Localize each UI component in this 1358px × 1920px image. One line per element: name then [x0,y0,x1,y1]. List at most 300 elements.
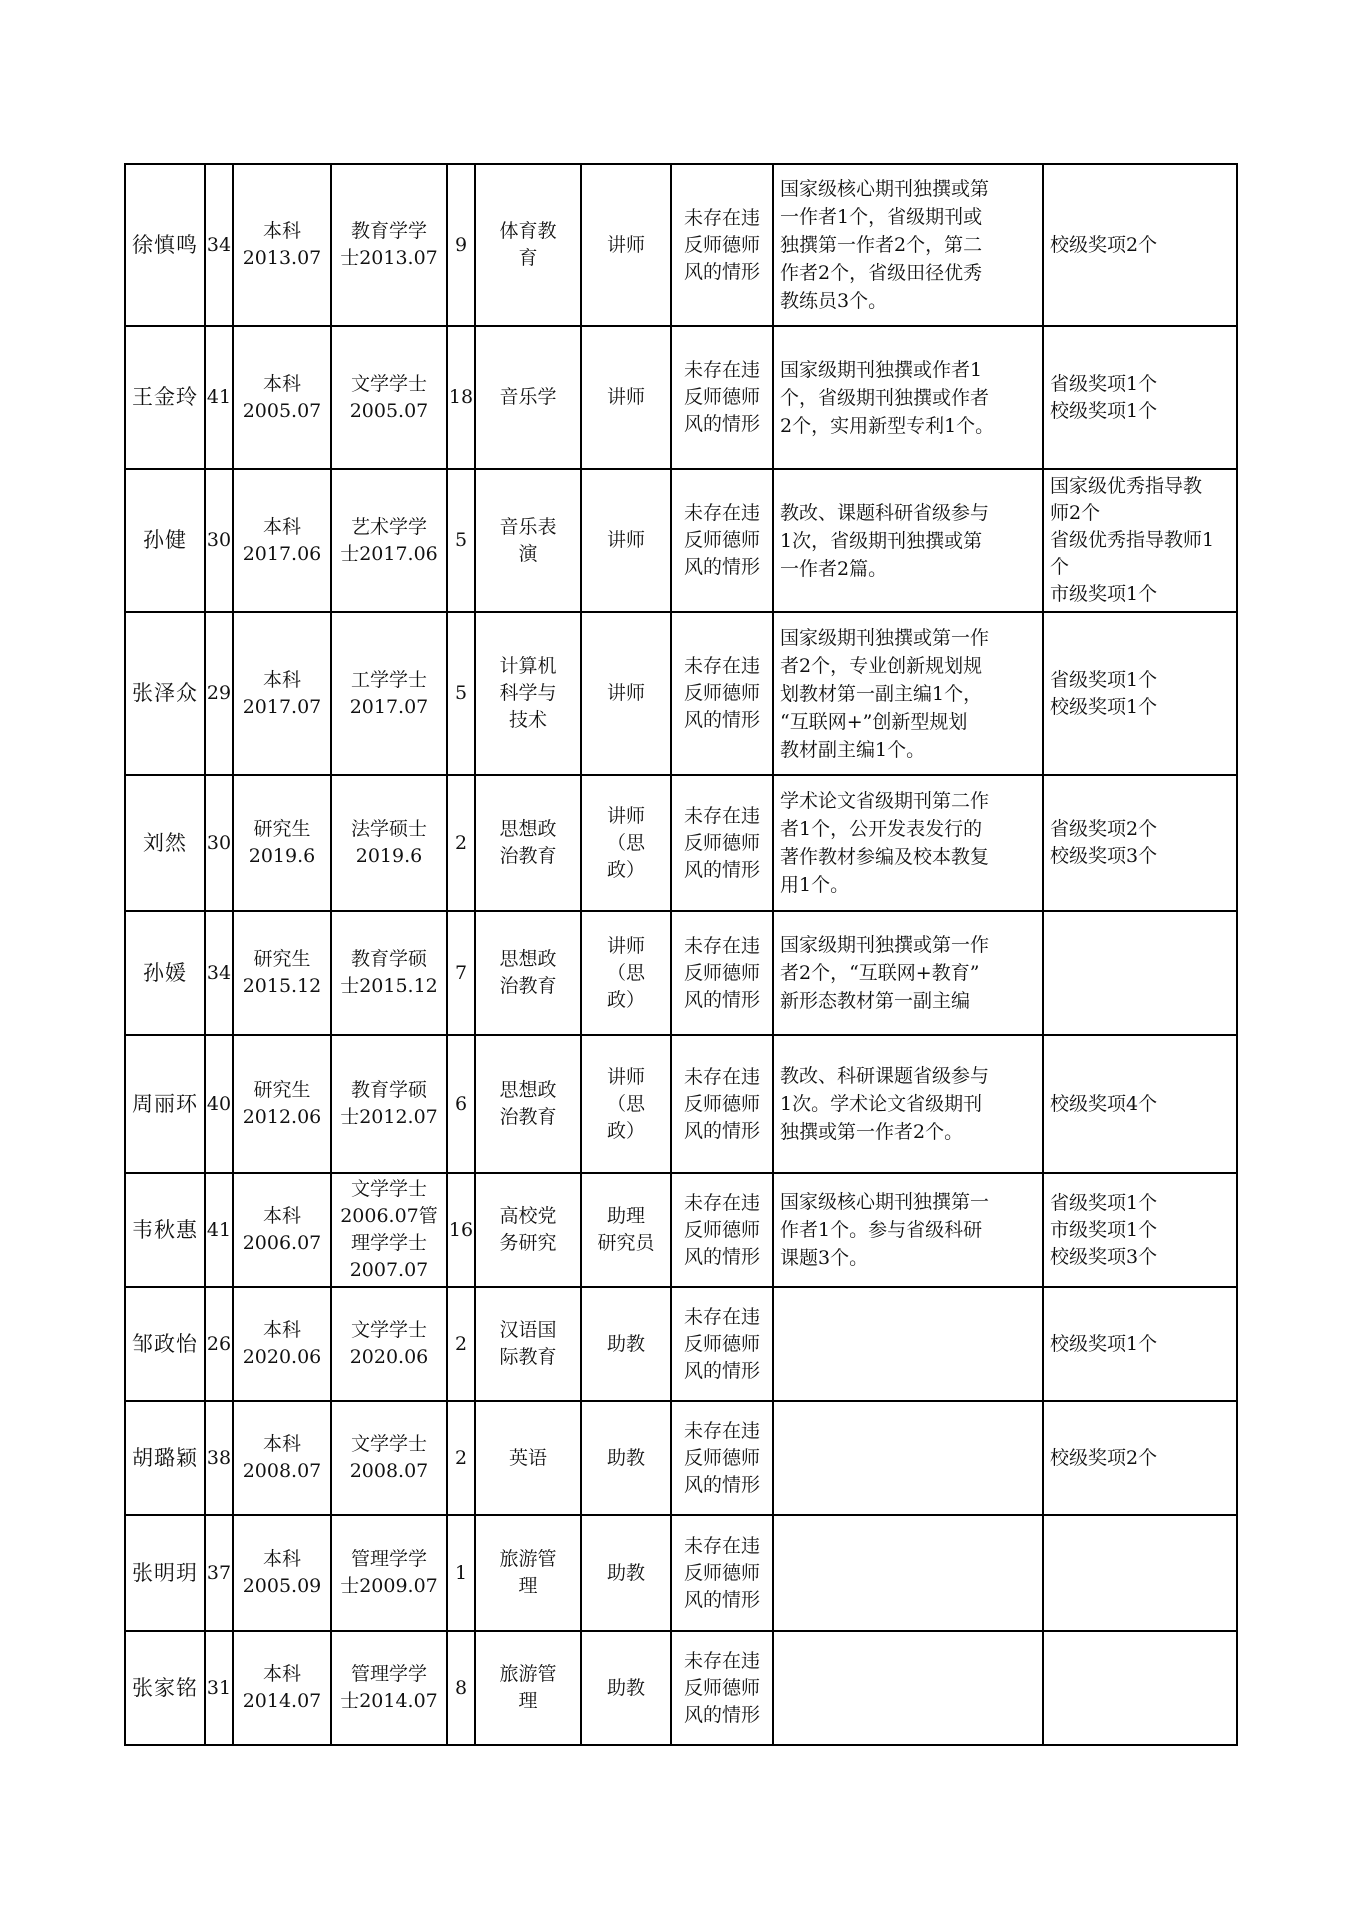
teacher-name: 徐慎鸣 [125,164,205,326]
teacher-name: 韦秋惠 [125,1173,205,1287]
ethics-status-cell-line: 风的情形 [683,556,760,578]
major-cell [475,1287,581,1401]
ethics-status-cell [671,326,773,469]
major-cell-line: 思想政 [499,1079,557,1101]
teaching-years-cell: 2 [447,1401,475,1515]
major-cell-line: 思想政 [499,818,557,840]
academic-degree-cell [331,775,447,911]
major-cell-line: 汉语国 [499,1319,557,1341]
professional-title-cell [581,1401,671,1515]
ethics-status-cell-line: 反师德师 [683,961,760,984]
academic-degree-cell-line: 士2013.07 [340,247,438,269]
research-achievements-cell-line: 1次。学术论文省级期刊 [780,1093,983,1115]
teaching-years-cell: 5 [447,469,475,612]
research-achievements-cell-line: 1次，省级期刊独撰或第 [780,529,983,552]
professional-title-cell [581,1173,671,1287]
degree-cell-line: 2013.07 [242,247,322,269]
research-achievements-cell-line: 教练员3个。 [780,290,888,312]
degree-cell-line: 2005.09 [242,1575,322,1597]
professional-title-cell-line: （思 [606,961,645,984]
degree-cell-line: 研究生 [253,948,311,970]
professional-title-cell-line: （思 [606,831,645,854]
professional-title-cell [581,326,671,469]
degree-cell-line: 本科 [262,515,301,538]
degree-cell-line: 研究生 [253,818,311,840]
research-achievements-cell [773,612,1043,775]
major-cell-line: 旅游管 [499,1548,557,1570]
research-achievements-cell-line: 国家级期刊独撰或第一作 [780,626,990,649]
ethics-status-cell-line: 风的情形 [683,1359,760,1382]
professional-title-cell-line: 讲师 [606,804,645,827]
teaching-years-cell: 18 [447,326,475,469]
awards-cell-line: 校级奖项1个 [1050,399,1158,422]
research-achievements-cell-line: 作者1个。参与省级科研 [780,1219,983,1241]
major-cell-line: 技术 [508,709,547,731]
academic-degree-cell [331,1173,447,1287]
ethics-status-cell [671,1631,773,1745]
teaching-years-cell: 2 [447,775,475,911]
professional-title-cell-line: 助教 [606,1676,645,1699]
degree-cell-line: 2017.07 [242,695,322,718]
major-cell [475,911,581,1035]
degree-cell [233,326,331,469]
research-achievements-cell-line: 用1个。 [780,874,850,896]
ethics-status-cell-line: 未存在违 [683,502,760,524]
research-achievements-cell [773,1515,1043,1631]
ethics-status-cell-line: 反师德师 [683,1446,760,1469]
table-row [125,1401,1237,1515]
ethics-status-cell-line: 反师德师 [683,1332,760,1355]
degree-cell [233,1173,331,1287]
degree-cell-line: 本科 [262,1205,301,1227]
major-cell [475,1515,581,1631]
ethics-status-cell [671,1401,773,1515]
awards-cell-line: 师2个 [1050,502,1101,524]
research-achievements-cell [773,164,1043,326]
ethics-status-cell-line: 风的情形 [683,260,760,283]
research-achievements-cell-line: 教材副主编1个。 [780,738,926,761]
major-cell-line: 理 [518,1575,538,1597]
research-achievements-cell-line: 教改、课题科研省级参与 [780,501,990,524]
research-achievements-cell-line: 作者2个，省级田径优秀 [780,262,983,284]
academic-degree-cell-line: 教育学硕 [350,1079,427,1101]
table-row [125,326,1237,469]
ethics-status-cell-line: 反师德师 [683,831,760,854]
table-row [125,1287,1237,1401]
academic-degree-cell [331,326,447,469]
professional-title-cell-line: 讲师 [606,386,645,408]
professional-title-cell-line: 研究员 [597,1232,655,1254]
academic-degree-cell-line: 士2017.06 [340,542,438,565]
research-achievements-cell-line: 著作教材参编及校本教复 [780,846,990,868]
degree-cell [233,164,331,326]
major-cell-line: 演 [518,542,538,565]
ethics-status-cell-line: 未存在违 [683,1191,760,1214]
major-cell-line: 思想政 [499,948,557,970]
awards-cell-line: 校级奖项3个 [1050,845,1158,867]
degree-cell-line: 本科 [262,1319,301,1341]
professional-title-cell-line: 政） [606,858,645,881]
major-cell-line: 计算机 [499,655,557,677]
ethics-status-cell-line: 反师德师 [683,1092,760,1115]
age-cell: 30 [205,775,233,911]
table-row [125,612,1237,775]
teacher-name: 张泽众 [125,612,205,775]
awards-cell [1043,164,1237,326]
ethics-status-cell [671,612,773,775]
awards-cell-line: 校级奖项2个 [1050,1446,1158,1469]
age-cell: 37 [205,1515,233,1631]
major-cell [475,1173,581,1287]
awards-cell-line: 省级奖项1个 [1050,668,1158,691]
awards-cell-line: 校级奖项3个 [1050,1245,1158,1268]
ethics-status-cell-line: 未存在违 [683,1305,760,1328]
table-body [125,164,1237,1745]
academic-degree-cell-line: 文学学士 [350,1319,427,1341]
major-cell-line: 旅游管 [499,1663,557,1685]
awards-cell [1043,469,1237,612]
professional-title-cell [581,911,671,1035]
academic-degree-cell [331,1287,447,1401]
major-cell-line: 音乐表 [499,515,557,538]
teaching-years-cell: 16 [447,1173,475,1287]
research-achievements-cell-line: 独撰第一作者2个，第二 [780,234,983,256]
academic-degree-cell-line: 法学硕士 [350,818,427,840]
age-cell: 26 [205,1287,233,1401]
degree-cell-line: 2015.12 [242,975,322,997]
awards-cell [1043,775,1237,911]
ethics-status-cell-line: 反师德师 [683,682,760,704]
ethics-status-cell-line: 风的情形 [683,1473,760,1496]
major-cell-line: 音乐学 [499,386,557,408]
ethics-status-cell [671,164,773,326]
age-cell: 34 [205,164,233,326]
age-cell: 38 [205,1401,233,1515]
research-achievements-cell-line: 学术论文省级期刊第二作 [780,790,990,812]
academic-degree-cell-line: 工学学士 [350,668,427,691]
ethics-status-cell-line: 未存在违 [683,206,760,229]
teaching-years-cell: 5 [447,612,475,775]
table-row [125,469,1237,612]
degree-cell-line: 2017.06 [242,542,322,565]
academic-degree-cell [331,469,447,612]
research-achievements-cell-line: 一作者1个，省级期刊或 [780,206,983,228]
age-cell: 30 [205,469,233,612]
degree-cell [233,1287,331,1401]
research-achievements-cell-line: 者2个，“互联网+教育” [780,962,980,984]
awards-cell-line: 省级奖项2个 [1050,818,1158,840]
awards-cell [1043,1173,1237,1287]
teacher-name: 王金玲 [125,326,205,469]
research-achievements-cell-line: 新形态教材第一副主编 [780,990,971,1012]
research-achievements-cell-line: “互联网+”创新型规划 [780,710,968,733]
teacher-name: 刘然 [125,775,205,911]
teaching-years-cell: 2 [447,1287,475,1401]
awards-cell-line: 校级奖项1个 [1050,1332,1158,1355]
professional-title-cell-line: 助理 [606,1205,645,1227]
academic-degree-cell-line: 艺术学学 [350,515,427,538]
academic-degree-cell-line: 教育学硕 [350,948,427,970]
awards-cell [1043,326,1237,469]
degree-cell-line: 2014.07 [242,1690,322,1712]
teaching-years-cell: 1 [447,1515,475,1631]
degree-cell [233,775,331,911]
ethics-status-cell-line: 未存在违 [683,934,760,957]
ethics-status-cell [671,775,773,911]
professional-title-cell-line: 政） [606,988,645,1011]
teacher-name: 孙健 [125,469,205,612]
academic-degree-cell-line: 2005.07 [349,399,429,422]
major-cell [475,775,581,911]
degree-cell [233,911,331,1035]
academic-degree-cell-line: 管理学学 [350,1548,427,1570]
awards-cell [1043,1515,1237,1631]
staff-table [124,163,1238,1746]
awards-cell-line: 省级优秀指导教师1 [1050,529,1215,551]
academic-degree-cell [331,612,447,775]
degree-cell-line: 本科 [262,1663,301,1685]
age-cell: 40 [205,1035,233,1173]
professional-title-cell-line: 讲师 [606,1065,645,1088]
academic-degree-cell-line: 2006.07管 [340,1205,438,1227]
awards-cell-line: 校级奖项1个 [1050,695,1158,718]
research-achievements-cell-line: 个，省级期刊独撰或作者 [780,386,990,409]
ethics-status-cell-line: 反师德师 [683,1676,760,1699]
academic-degree-cell-line: 2017.07 [349,695,429,718]
degree-cell-line: 本科 [262,668,301,691]
degree-cell-line: 2006.07 [242,1232,322,1254]
table-row [125,1631,1237,1745]
degree-cell-line: 本科 [262,1433,301,1455]
research-achievements-cell-line: 国家级核心期刊独撰第一 [780,1191,990,1213]
major-cell [475,326,581,469]
major-cell-line: 治教育 [499,1106,557,1128]
ethics-status-cell [671,469,773,612]
major-cell-line: 治教育 [499,845,557,867]
major-cell [475,469,581,612]
research-achievements-cell-line: 一作者2篇。 [780,557,888,580]
degree-cell-line: 本科 [262,372,301,395]
academic-degree-cell [331,911,447,1035]
major-cell-line: 治教育 [499,975,557,997]
academic-degree-cell-line: 管理学学 [350,1663,427,1685]
table-row [125,1035,1237,1173]
research-achievements-cell-line: 者2个，专业创新规划规 [780,654,983,677]
ethics-status-cell [671,1515,773,1631]
academic-degree-cell [331,1515,447,1631]
academic-degree-cell-line: 2019.6 [355,845,423,867]
teaching-years-cell: 9 [447,164,475,326]
ethics-status-cell-line: 未存在违 [683,1649,760,1672]
academic-degree-cell [331,1035,447,1173]
research-achievements-cell [773,326,1043,469]
research-achievements-cell-line: 独撰或第一作者2个。 [780,1121,964,1143]
degree-cell-line: 2012.06 [242,1106,322,1128]
age-cell: 34 [205,911,233,1035]
degree-cell-line: 2008.07 [242,1460,322,1482]
academic-degree-cell-line: 文学学士 [350,372,427,395]
professional-title-cell [581,164,671,326]
professional-title-cell-line: 政） [606,1119,645,1142]
age-cell: 31 [205,1631,233,1745]
academic-degree-cell-line: 士2012.07 [340,1106,438,1128]
ethics-status-cell-line: 风的情形 [683,1703,760,1726]
research-achievements-cell-line: 国家级期刊独撰或作者1 [780,358,983,381]
teacher-name: 张家铭 [125,1631,205,1745]
awards-cell-line: 国家级优秀指导教 [1050,475,1203,497]
major-cell-line: 高校党 [499,1205,557,1227]
awards-cell [1043,612,1237,775]
major-cell [475,1035,581,1173]
awards-cell-line: 市级奖项1个 [1050,583,1158,605]
academic-degree-cell-line: 理学学士 [350,1232,427,1254]
degree-cell-line: 2005.07 [242,399,322,422]
major-cell-line: 英语 [508,1446,547,1469]
table-row [125,775,1237,911]
academic-degree-cell [331,1401,447,1515]
table-row [125,911,1237,1035]
teaching-years-cell: 8 [447,1631,475,1745]
ethics-status-cell-line: 反师德师 [683,1218,760,1241]
professional-title-cell-line: 讲师 [606,934,645,957]
ethics-status-cell-line: 反师德师 [683,529,760,551]
research-achievements-cell [773,775,1043,911]
table-row [125,1173,1237,1287]
teacher-name: 孙媛 [125,911,205,1035]
awards-cell [1043,1287,1237,1401]
table-row [125,1515,1237,1631]
awards-cell [1043,911,1237,1035]
major-cell-line: 体育教 [499,220,557,242]
professional-title-cell-line: 讲师 [606,682,645,704]
ethics-status-cell-line: 风的情形 [683,1588,760,1611]
major-cell [475,1401,581,1515]
professional-title-cell-line: （思 [606,1092,645,1115]
ethics-status-cell-line: 风的情形 [683,709,760,731]
major-cell-line: 理 [518,1690,538,1712]
degree-cell [233,1515,331,1631]
ethics-status-cell-line: 风的情形 [683,988,760,1011]
degree-cell-line: 2020.06 [242,1346,322,1368]
professional-title-cell-line: 助教 [606,1446,645,1469]
ethics-status-cell [671,911,773,1035]
degree-cell [233,612,331,775]
academic-degree-cell-line: 文学学士 [350,1433,427,1455]
research-achievements-cell-line: 国家级核心期刊独撰或第 [780,178,990,200]
professional-title-cell [581,1631,671,1745]
ethics-status-cell [671,1035,773,1173]
academic-degree-cell-line: 士2009.07 [340,1575,438,1597]
ethics-status-cell-line: 未存在违 [683,804,760,827]
research-achievements-cell-line: 教改、科研课题省级参与 [780,1065,990,1087]
major-cell [475,1631,581,1745]
research-achievements-cell-line: 课题3个。 [780,1247,869,1269]
degree-cell-line: 本科 [262,220,301,242]
awards-cell-line: 校级奖项2个 [1050,233,1158,256]
professional-title-cell [581,1515,671,1631]
awards-cell-line: 校级奖项4个 [1050,1092,1158,1115]
professional-title-cell-line: 助教 [606,1332,645,1355]
teacher-name: 张明玥 [125,1515,205,1631]
major-cell [475,612,581,775]
ethics-status-cell-line: 风的情形 [683,1119,760,1142]
degree-cell-line: 本科 [262,1548,301,1570]
awards-cell [1043,1631,1237,1745]
teacher-name: 周丽环 [125,1035,205,1173]
professional-title-cell-line: 助教 [606,1561,645,1584]
degree-cell-line: 2019.6 [248,845,316,867]
degree-cell-line: 研究生 [253,1079,311,1101]
major-cell-line: 科学与 [499,682,557,704]
research-achievements-cell [773,1401,1043,1515]
teacher-name: 胡璐颖 [125,1401,205,1515]
degree-cell [233,1401,331,1515]
ethics-status-cell-line: 未存在违 [683,655,760,677]
research-achievements-cell [773,1631,1043,1745]
degree-cell [233,469,331,612]
ethics-status-cell [671,1173,773,1287]
academic-degree-cell-line: 2007.07 [349,1259,429,1281]
research-achievements-cell [773,1287,1043,1401]
awards-cell-line: 省级奖项1个 [1050,372,1158,395]
age-cell: 29 [205,612,233,775]
teaching-years-cell: 6 [447,1035,475,1173]
research-achievements-cell [773,469,1043,612]
ethics-status-cell-line: 风的情形 [683,1245,760,1268]
academic-degree-cell-line: 士2014.07 [340,1690,438,1712]
degree-cell [233,1035,331,1173]
awards-cell [1043,1401,1237,1515]
professional-title-cell [581,775,671,911]
ethics-status-cell-line: 未存在违 [683,1419,760,1442]
academic-degree-cell [331,1631,447,1745]
ethics-status-cell-line: 风的情形 [683,413,760,435]
academic-degree-cell-line: 2008.07 [349,1460,429,1482]
professional-title-cell [581,1035,671,1173]
teaching-years-cell: 7 [447,911,475,1035]
research-achievements-cell [773,1173,1043,1287]
research-achievements-cell-line: 国家级期刊独撰或第一作 [780,934,990,956]
ethics-status-cell-line: 未存在违 [683,1534,760,1557]
professional-title-cell [581,469,671,612]
ethics-status-cell-line: 未存在违 [683,1065,760,1088]
professional-title-cell [581,1287,671,1401]
professional-title-cell [581,612,671,775]
research-achievements-cell-line: 者1个，公开发表发行的 [780,818,983,840]
major-cell-line: 际教育 [499,1346,557,1368]
awards-cell-line: 市级奖项1个 [1050,1218,1158,1241]
research-achievements-cell-line: 2个，实用新型专利1个。 [780,414,995,437]
ethics-status-cell-line: 反师德师 [683,233,760,256]
ethics-status-cell-line: 未存在违 [683,359,760,381]
professional-title-cell-line: 讲师 [606,233,645,256]
academic-degree-cell-line: 文学学士 [350,1178,427,1200]
age-cell: 41 [205,326,233,469]
ethics-status-cell-line: 反师德师 [683,386,760,408]
age-cell: 41 [205,1173,233,1287]
awards-cell-line: 省级奖项1个 [1050,1191,1158,1214]
major-cell [475,164,581,326]
academic-degree-cell-line: 教育学学 [350,220,427,242]
academic-degree-cell [331,164,447,326]
research-achievements-cell [773,1035,1043,1173]
table-row [125,164,1237,326]
ethics-status-cell-line: 反师德师 [683,1561,760,1584]
degree-cell [233,1631,331,1745]
major-cell-line: 务研究 [499,1232,557,1254]
teacher-name: 邹政怡 [125,1287,205,1401]
ethics-status-cell [671,1287,773,1401]
